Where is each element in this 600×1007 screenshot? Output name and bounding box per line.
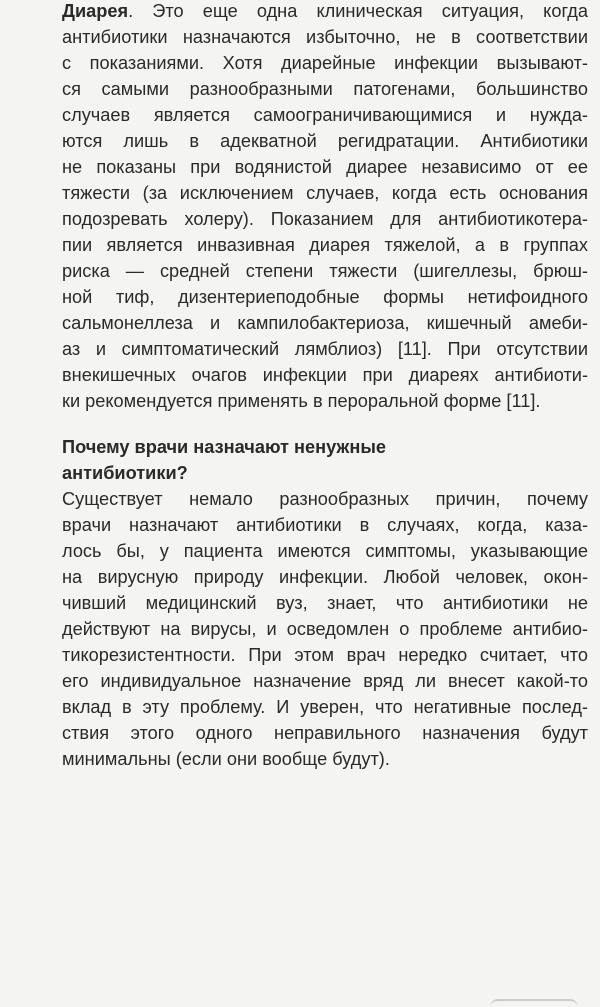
paragraph-line: ствия этого одного неправильного назначения будут: [62, 723, 588, 743]
paragraph-line: врачи назначают антибиотики в случаях, когда, каза-: [62, 515, 588, 535]
paragraph-line: тяжести (за исключением случаев, когда есть основания: [62, 183, 588, 203]
paragraph-line: Существует немало разнообразных причин, почему: [62, 489, 588, 509]
paragraph-line: его индивидуальное назначение вряд ли внесет какой-то: [62, 671, 588, 691]
paragraph-line: подозревать холеру). Показанием для антибиотикотера-: [62, 209, 588, 229]
section-heading-line: Почему врачи назначают ненужные: [62, 437, 386, 457]
section-heading-line: антибиотики?: [62, 463, 188, 483]
paragraph-line: ся самыми разнообразными патогенами, большинство: [62, 79, 588, 99]
paragraph-line: внекишечных очагов инфекции при диареях антибиоти-: [62, 365, 588, 385]
paragraph-line: ной тиф, дизентериеподобные формы нетифоидного: [62, 287, 588, 307]
paragraph-line: с показаниями. Хотя диарейные инфекции вызывают-: [62, 53, 588, 73]
paragraph-line: вклад в эту проблему. И уверен, что негативные послед-: [62, 697, 588, 717]
paragraph-line: лось бы, у пациента имеются симптомы, указывающие: [62, 541, 588, 561]
paragraph-line: сальмонеллеза и кампилобактериоза, кишечный амеби-: [62, 313, 588, 333]
paragraph-line: аз и симптоматический лямблиоз) [11]. При отсутствии: [62, 339, 588, 359]
paragraph-line: пии является инвазивная диарея тяжелой, а в группах: [62, 235, 588, 255]
paragraph-line: минимальны (если они вообще будут).: [62, 749, 390, 769]
paragraph-reasons: [62, 486, 588, 772]
paragraph-line: чивший медицинский вуз, знает, что антибиотики не: [62, 593, 588, 613]
paragraph-line: действуют на вирусы, и осведомлен о проблеме антибио-: [62, 619, 588, 639]
paragraph-line: случаев является самоограничивающимися и нужда-: [62, 105, 588, 125]
paragraph-line: [62, 0, 588, 24]
paragraph-line: на вирусную природу инфекции. Любой человек, окон-: [62, 567, 588, 587]
page-edge-mark: [490, 999, 578, 1007]
paragraph-line-text: . Это еще одна клиническая ситуация, когда: [128, 1, 588, 21]
paragraph-line: ки рекомендуется применять в пероральной форме [11].: [62, 391, 541, 411]
paragraph-line: не показаны при водянистой диарее независимо от ее: [62, 157, 588, 177]
paragraph-line: ются лишь в адекватной регидратации. Антибиотики: [62, 131, 588, 151]
paragraph-line: антибиотики назначаются избыточно, не в соответствии: [62, 27, 588, 47]
paragraph-diarrhea: [62, 0, 588, 414]
run-in-heading-diarrhea: Диарея: [62, 1, 129, 21]
paragraph-line: тикорезистентности. При этом врач нередко считает, что: [62, 645, 588, 665]
section-heading: [62, 434, 588, 486]
paragraph-line: риска — средней степени тяжести (шигеллезы, брюш-: [62, 261, 588, 281]
